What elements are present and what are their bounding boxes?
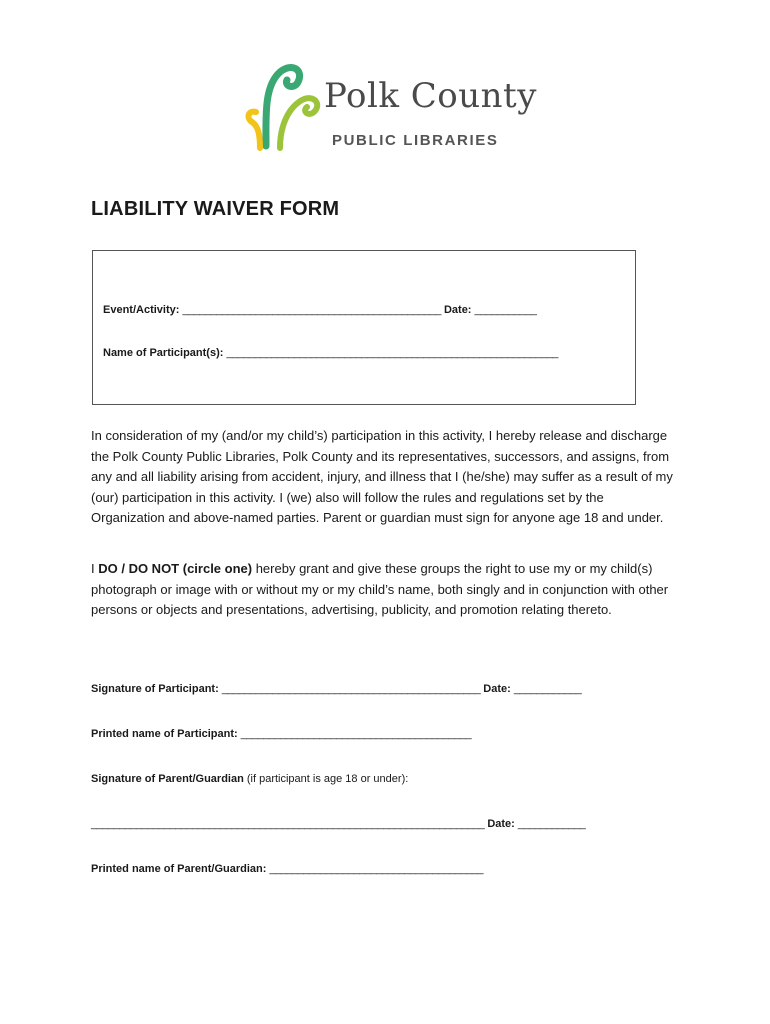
participant-printed-field[interactable]: _________________________________________ [240, 728, 472, 740]
event-date-label: Date: [443, 304, 472, 316]
participant-date-field[interactable]: ____________ [513, 683, 582, 695]
participant-date-label: Date: [483, 683, 511, 695]
logo-name: Polk County [324, 76, 537, 116]
guardian-signature-heading [91, 773, 408, 785]
guardian-signature-field[interactable]: ______________________________________________________________________ [91, 818, 485, 830]
logo-subtitle: PUBLIC LIBRARIES [332, 132, 499, 149]
participants-label: Name of Participant(s): [103, 347, 224, 359]
participant-signature-label: Signature of Participant: [91, 683, 219, 695]
participants-row [103, 347, 558, 359]
release-paragraph: In consideration of my (and/or my child’s) participation in this activity, I hereby release and discharge the Polk County Public Libraries, Polk County and its representatives, successors, and assigns, from any and all liability arising from accident, injury, and illness that I (he/she) may suffer as a result of my (our) participation in this activity. I (we) also will follow the rules and regulations set by the Organization and above-named parties. Parent or guardian must sign for anyone age 18 and under. [91, 428, 673, 525]
form-title: LIABILITY WAIVER FORM [91, 198, 340, 220]
participant-printed-row [91, 728, 471, 740]
photo-consent-text: hereby grant and give these groups the right to use my or my child(s) photograph or image with or without my or my child’s name, both singly and in conjunction with other persons or objects and presentations, advertising, publicity, and promotion relating thereto. [91, 561, 669, 617]
circle-one-option[interactable]: DO / DO NOT (circle one) [98, 561, 253, 576]
guardian-printed-row [91, 863, 483, 875]
photo-consent-paragraph [91, 559, 681, 621]
event-activity-row [103, 304, 536, 316]
guardian-signature-label: Signature of Parent/Guardian [91, 773, 244, 785]
event-date-field[interactable]: ___________ [474, 304, 537, 316]
participant-signature-field[interactable]: ______________________________________________ [221, 683, 481, 695]
guardian-printed-field[interactable]: ______________________________________ [269, 863, 483, 875]
guardian-date-field[interactable]: ____________ [517, 818, 586, 830]
participant-signature-row [91, 683, 581, 695]
guardian-signature-note: (if participant is age 18 or under): [243, 773, 409, 785]
event-activity-label: Event/Activity: [103, 304, 180, 316]
participant-printed-label: Printed name of Participant: [91, 728, 238, 740]
guardian-signature-row [91, 818, 585, 830]
library-logo [244, 56, 537, 156]
event-activity-field[interactable]: ______________________________________________ [182, 304, 441, 316]
guardian-date-label: Date: [487, 818, 515, 830]
event-info-box [92, 250, 636, 405]
guardian-printed-label: Printed name of Parent/Guardian: [91, 863, 267, 875]
participants-field[interactable]: ___________________________________________________________ [226, 347, 558, 359]
photo-consent-prefix: I [91, 561, 99, 576]
